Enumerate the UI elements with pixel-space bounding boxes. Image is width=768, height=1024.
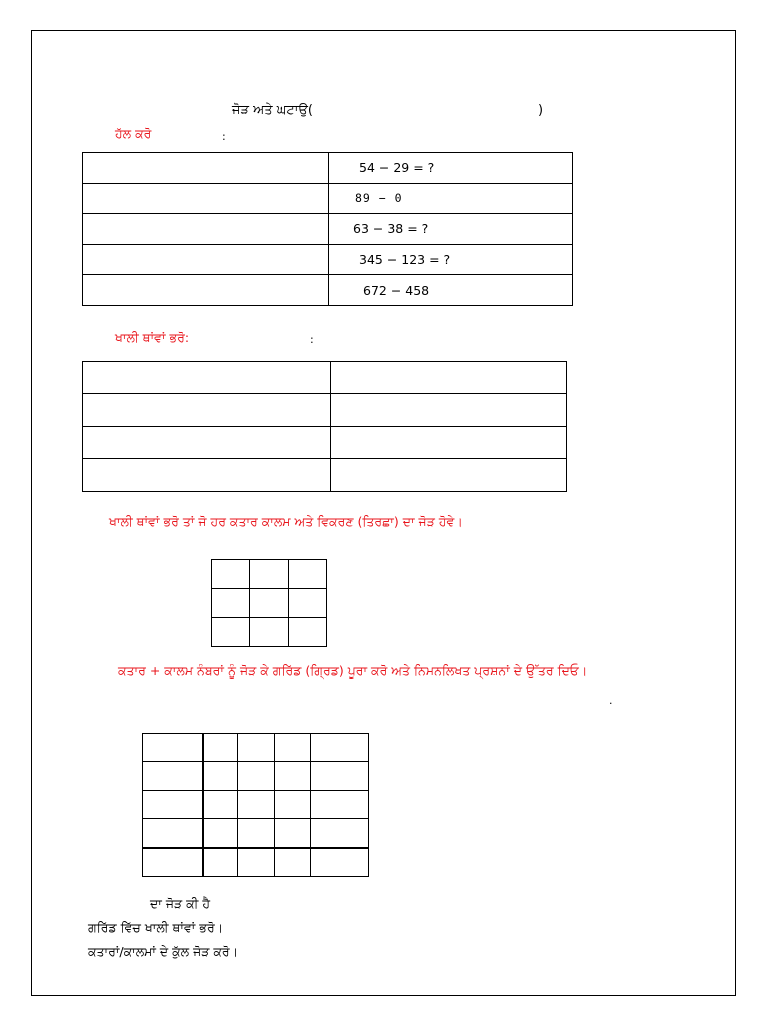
section-fill-heading: ਖਾਲੀ ਥਾਂਵਾਂ ਭਰੋ: <box>115 330 190 345</box>
addition-grid <box>142 733 369 877</box>
grid-cell[interactable] <box>203 819 238 848</box>
grid-cell[interactable] <box>275 762 311 790</box>
table-row <box>143 848 369 877</box>
grid-cell[interactable] <box>311 734 369 762</box>
grid-cell[interactable] <box>238 762 275 790</box>
problem-cell: 672 − 458 <box>329 275 573 306</box>
blank-cell[interactable] <box>83 426 331 458</box>
blank-cell[interactable] <box>331 362 567 394</box>
grid-cell[interactable] <box>238 734 275 762</box>
table-row <box>83 362 567 394</box>
grid-cell[interactable] <box>238 790 275 818</box>
section-magic-square-heading: ਖਾਲੀ ਥਾਂਵਾਂ ਭਰੋ ਤਾਂ ਜੋ ਹਰ ਕਤਾਰ ਕਾਲਮ ਅਤੇ ਵਿਕਰਣ (ਤਿਰਛਾ) ਦਾ ਜੋੜ ਹੋਵੇ। <box>109 514 463 529</box>
table-row <box>143 734 369 762</box>
grid-cell[interactable] <box>143 790 203 818</box>
page-title-close-paren: ) <box>538 103 544 118</box>
section-solve-colon: : <box>222 130 226 143</box>
table-row <box>212 560 327 589</box>
table-row <box>83 394 567 426</box>
table-row <box>83 183 573 214</box>
grid-cell[interactable] <box>275 819 311 848</box>
grid-cell[interactable] <box>238 819 275 848</box>
table-row <box>143 762 369 790</box>
problem-cell: 63 − 38 = ? <box>329 214 573 245</box>
section-addition-grid-heading: ਕਤਾਰ + ਕਾਲਮ ਨੰਬਰਾਂ ਨੂੰ ਜੋੜ ਕੇ ਗਰਿੱਡ (ਗ੍ਰਿਡ) ਪੂਰਾ ਕਰੋ ਅਤੇ ਨਿਮਨਲਿਖਤ ਪ੍ਰਸ਼ਨਾਂ ਦੇ ਉੱਤਰ ਦਿਓ। <box>118 663 588 678</box>
table-row <box>143 790 369 818</box>
grid-cell[interactable] <box>203 762 238 790</box>
answer-cell[interactable] <box>83 214 329 245</box>
stray-dot: . <box>609 694 613 707</box>
subtraction-table <box>82 152 573 306</box>
question-2: ਗਰਿੱਡ ਵਿੱਚ ਖਾਲੀ ਥਾਂਵਾਂ ਭਰੋ। <box>88 920 224 935</box>
page-title: ਜੋੜ ਅਤੇ ਘਟਾਉ( <box>232 103 313 118</box>
magic-cell[interactable] <box>212 618 250 647</box>
problem-cell: 345 − 123 = ? <box>329 244 573 275</box>
table-row <box>83 459 567 491</box>
magic-cell[interactable] <box>212 589 250 618</box>
grid-cell[interactable] <box>143 819 203 848</box>
answer-cell[interactable] <box>83 244 329 275</box>
grid-cell[interactable] <box>311 819 369 848</box>
table-row <box>212 618 327 647</box>
table-row <box>83 153 573 184</box>
grid-cell[interactable] <box>143 848 203 877</box>
table-row <box>83 214 573 245</box>
blank-cell[interactable] <box>331 394 567 426</box>
table-row <box>212 589 327 618</box>
table-row <box>83 244 573 275</box>
question-3: ਕਤਾਰਾਂ/ਕਾਲਮਾਂ ਦੇ ਕੁੱਲ ਜੋੜ ਕਰੋ। <box>88 944 239 959</box>
answer-cell[interactable] <box>83 183 329 214</box>
grid-cell[interactable] <box>203 790 238 818</box>
grid-cell[interactable] <box>311 762 369 790</box>
grid-cell[interactable] <box>143 762 203 790</box>
magic-cell[interactable] <box>288 618 326 647</box>
table-row <box>83 426 567 458</box>
grid-cell[interactable] <box>275 734 311 762</box>
answer-cell[interactable] <box>83 153 329 184</box>
blank-cell[interactable] <box>331 459 567 491</box>
question-1: ਦਾ ਜੋੜ ਕੀ ਹੈ <box>150 896 211 911</box>
grid-cell[interactable] <box>203 848 238 877</box>
grid-cell[interactable] <box>143 734 203 762</box>
magic-cell[interactable] <box>250 560 288 589</box>
section-fill-colon: : <box>310 333 314 346</box>
grid-cell[interactable] <box>238 848 275 877</box>
magic-square-grid <box>211 559 327 647</box>
fill-blanks-table <box>82 361 567 492</box>
grid-cell[interactable] <box>275 848 311 877</box>
magic-cell[interactable] <box>250 589 288 618</box>
magic-cell[interactable] <box>288 560 326 589</box>
table-row <box>83 275 573 306</box>
answer-cell[interactable] <box>83 275 329 306</box>
problem-cell: 54 − 29 = ? <box>329 153 573 184</box>
blank-cell[interactable] <box>331 426 567 458</box>
problem-cell: 89 − 0 <box>329 183 573 214</box>
blank-cell[interactable] <box>83 459 331 491</box>
magic-cell[interactable] <box>250 618 288 647</box>
magic-cell[interactable] <box>288 589 326 618</box>
section-solve-heading: ਹੱਲ ਕਰੋ <box>115 126 152 141</box>
table-row <box>143 819 369 848</box>
grid-cell[interactable] <box>311 790 369 818</box>
blank-cell[interactable] <box>83 362 331 394</box>
grid-cell[interactable] <box>311 848 369 877</box>
grid-cell[interactable] <box>275 790 311 818</box>
blank-cell[interactable] <box>83 394 331 426</box>
grid-cell[interactable] <box>203 734 238 762</box>
magic-cell[interactable] <box>212 560 250 589</box>
